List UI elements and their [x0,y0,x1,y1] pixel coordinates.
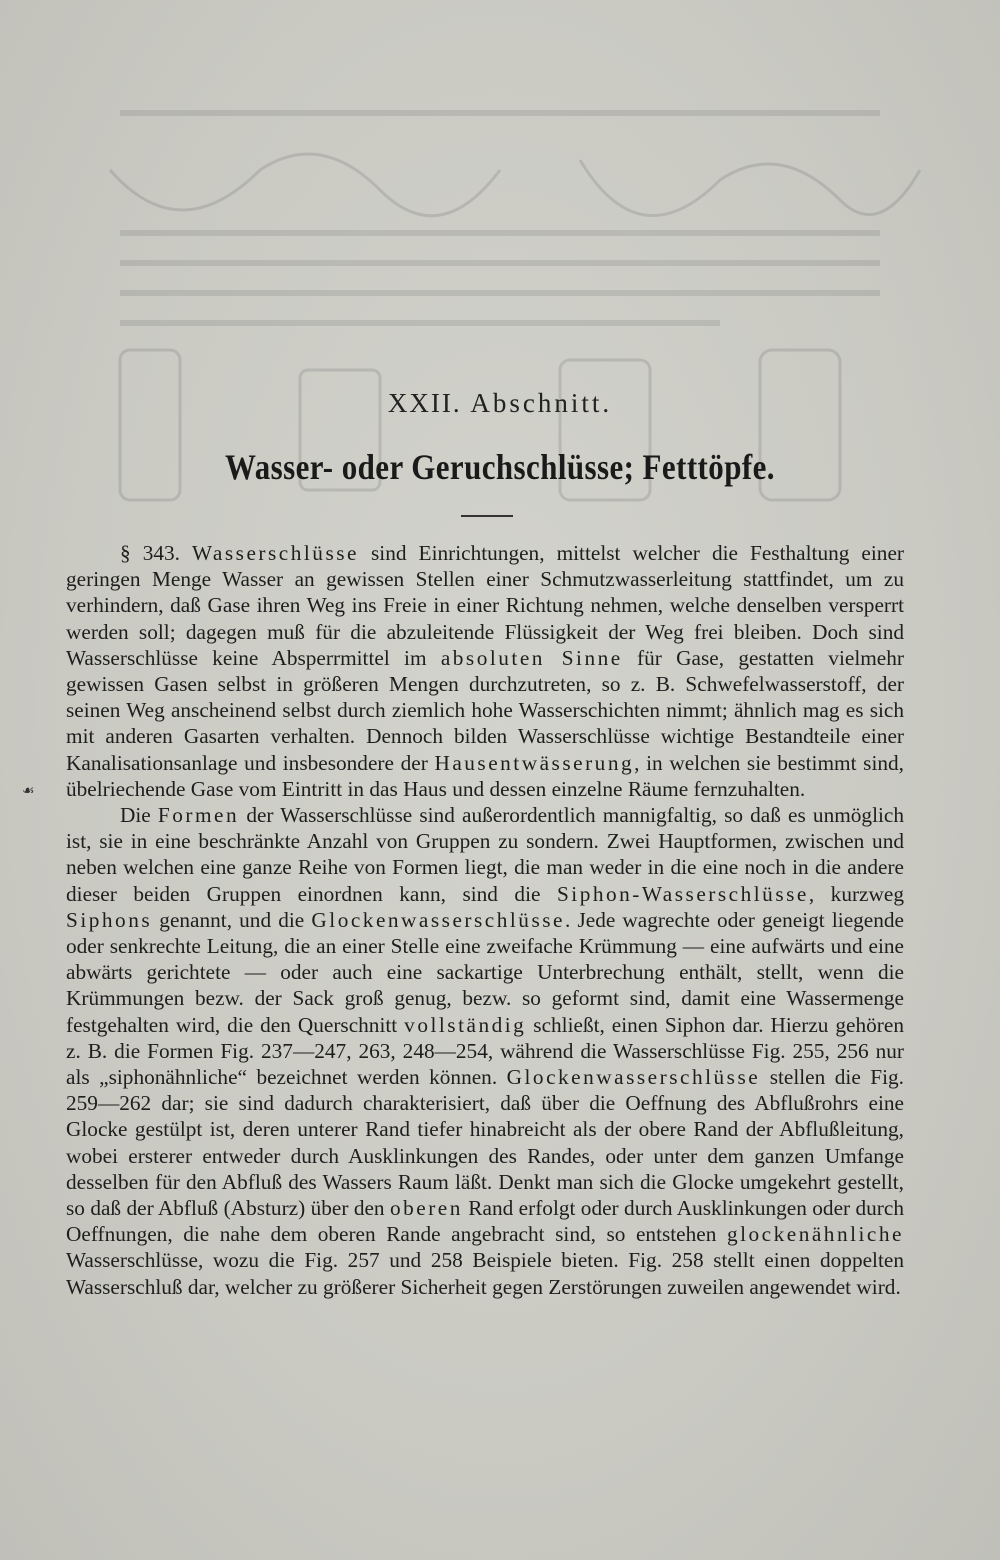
emphasis-term: glockenähnliche [726,1222,904,1247]
emphasis-term: oberen [389,1196,463,1221]
emphasis-term: absoluten Sinne [440,645,623,670]
text-run: sind Einrichtungen, mittelst welcher die Festhaltung einer geringen Menge Wasser an gewissen Stellen einer Schmutzwasserleitung stattfindet, um zu verhindern, daß Gase ihren Weg ins Freie in einer Richtung nehmen, welche denselben versperrt werden soll; dagegen muß für die abzuleitende Flüssigkeit der Weg frei bleiben. Doch sind Wasserschlüsse keine Absperrmittel im [66,541,904,670]
emphasis-term: Siphons [66,907,153,932]
text-run: , in welchen sie bestimmt sind, übelriechende Gase vom Eintritt in das Haus und dessen einzelne Räume fernzuhalten. [66,750,904,801]
section-number: XXII. [387,388,462,418]
paragraph-formen [66,802,904,1300]
emphasis-term: Glockenwasserschlüsse [506,1065,761,1090]
text-run: , kurzweg [808,881,904,906]
text-run: Die [120,803,158,828]
text-run: . Jede wagrechte oder geneigt liegende oder senkrechte Leitung, die an einer Stelle eine zweifache Krümmung — eine aufwärts und eine abwärts gerichtete — oder auch eine sackartige Unterbrechung enthält, stellt, wenn die Krümmungen bezw. der Sack groß genug, bezw. so geformt sind, damit eine Wassermenge festgehalten wird, die den Querschnitt [66,907,904,1037]
text-run: schließt, einen Siphon dar. Hierzu gehören z. B. die Formen Fig. 237—247, 263, 248—254, während die Wasserschlüsse Fig. 255, 256 nur als „siphonähnliche“ bezeichnet werden können. [66,1012,904,1090]
emphasis-term: Formen [157,803,240,828]
text-run: Wasserschlüsse, wozu die Fig. 257 und 258 Beispiele bieten. Fig. 258 stellt einen doppelten Wasserschluß dar, welcher zu größerer Sicherheit gegen Zerstörungen zuweilen angewendet wird. [66,1248,904,1299]
emphasis-term: Wasserschlüsse [192,541,359,565]
text-run: der Wasserschlüsse sind außerordentlich mannigfaltig, so daß es unmöglich ist, sie in eine beschränkte Anzahl von Gruppen zu sondern. Zwei Hauptformen, zwischen und neben welchen eine ganze Reihe von Formen liegt, die man weder in die eine noch in die andere dieser beiden Gruppen einordnen kann, sind die [66,803,905,906]
body-text [66,540,904,1300]
emphasis-term: vollständig [404,1012,527,1037]
text-run: Rand erfolgt oder durch Ausklinkungen oder durch Oeffnungen, die nahe dem oberen Rande angebracht sind, so entstehen [66,1196,904,1247]
text-run: stellen die Fig. 259—262 dar; sie sind dadurch charakterisiert, daß über die Oeffnung des Abflußrohrs eine Glocke gestülpt ist, deren unterer Rand tiefer hinabreicht als der obere Rand der Abflußleitung, wobei ersterer entweder durch Ausklinkungen des Randes, oder unter dem ganzen Umfange desselben für den Abfluß des Wassers Raum läßt. Denkt man sich die Glocke umgekehrt gestellt, so daß der Abfluß (Absturz) über den [66,1065,904,1221]
margin-mark: ☙ [22,783,35,799]
paragraph-343 [66,540,904,802]
section-label: Abschnitt. [470,388,613,418]
text-run: genannt, und die [152,907,312,932]
emphasis-term: Hausentwässerung [434,750,635,775]
chapter-title: Wasser- oder Geruchschlüsse; Fetttöpfe. [225,447,775,487]
title-rule [461,515,513,517]
text-run: für Gase, gestatten vielmehr gewissen Gasen selbst in größeren Mengen durchzutreten, so z. B. Schwefelwasserstoff, der seinen Weg anscheinend selbst durch ziemlich hohe Wasserschichten nimmt; ähnlich mag es sich mit anderen Gasarten verhalten. Dennoch bilden Wasserschlüsse wichtige Bestandteile einer Kanalisationsanlage und insbesondere der [66,645,904,775]
emphasis-term: Siphon-Wasserschlüsse [556,881,809,906]
section-heading [0,388,1000,419]
emphasis-term: Glockenwasserschlüsse [311,907,565,932]
paragraph-number: § 343. [120,541,193,565]
